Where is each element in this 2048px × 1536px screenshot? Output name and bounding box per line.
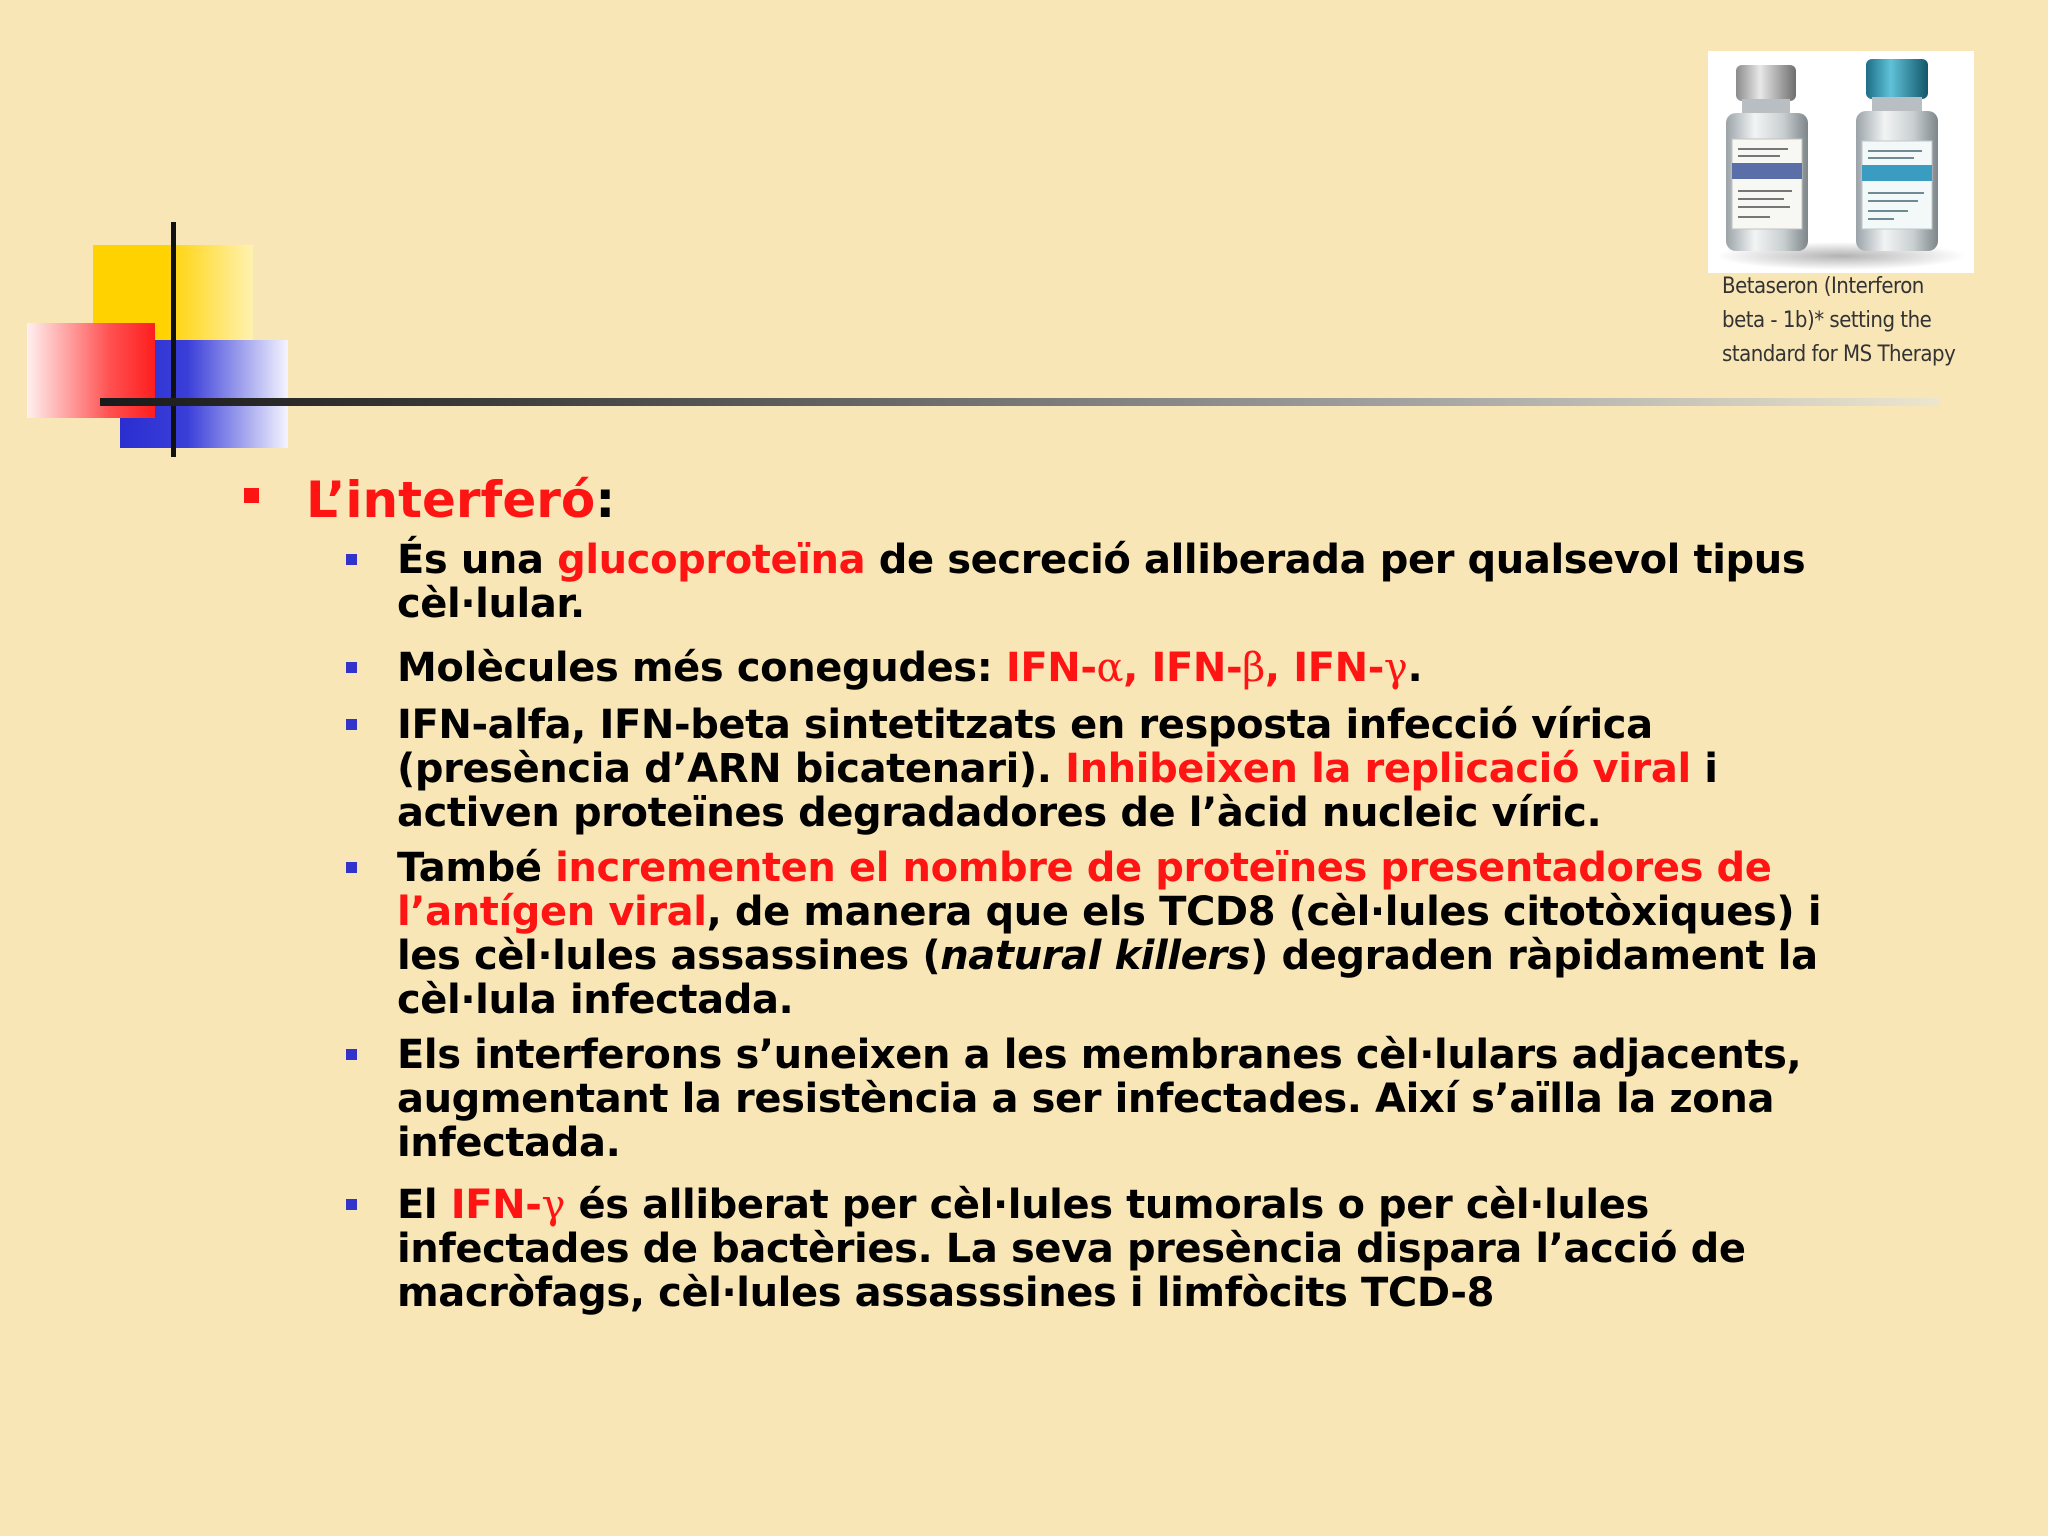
- greek-letter: γ: [541, 1182, 565, 1228]
- photo-caption-line: standard for MS Therapy: [1722, 342, 1956, 367]
- text-run: Els interferons s’uneixen a les membranes cèl·lulars adjacents, augmentant la resistència a ser infectades. Així s’aïlla la zona infectada.: [397, 1032, 1802, 1166]
- list-item-text: [397, 646, 1865, 690]
- highlight-term: IFN-: [450, 1182, 542, 1228]
- text-run: de secreció alliberada per qualsevol tipus cèl·lular.: [397, 537, 1806, 627]
- slide-title: [306, 470, 615, 530]
- greek-letter: α: [1096, 645, 1124, 691]
- betaseron-vials-photo: [1708, 51, 1974, 273]
- list-item-text: [397, 846, 1865, 1022]
- square-bullet-icon: [346, 662, 357, 673]
- list-item-text: [397, 538, 1865, 626]
- square-bullet-icon: [346, 1199, 357, 1210]
- square-bullet-icon: [346, 719, 357, 730]
- decor-horizontal-rule: [100, 398, 1940, 406]
- title-colon: :: [595, 471, 616, 529]
- greek-letter: β: [1242, 645, 1265, 691]
- photo-caption-line: Betaseron (Interferon: [1722, 274, 1924, 299]
- square-bullet-icon: [346, 1049, 357, 1060]
- text-run: També: [397, 845, 556, 891]
- list-item: [345, 1033, 1865, 1165]
- text-run: El: [397, 1182, 451, 1228]
- square-bullet-icon: [346, 862, 357, 873]
- photo-caption: [1722, 270, 1982, 372]
- list-item: [345, 846, 1865, 1022]
- list-item-text: [397, 1033, 1865, 1165]
- highlight-term: , IFN-: [1264, 645, 1384, 691]
- decor-vertical-line: [171, 222, 176, 457]
- italic-term: natural killers: [940, 933, 1251, 979]
- title-term: L’interferó: [306, 471, 596, 529]
- list-item-text: [397, 703, 1865, 835]
- highlight-term: incrementen el nombre de proteïnes presentadores de l’antígen viral: [397, 845, 1772, 935]
- text-run: Molècules més conegudes:: [397, 645, 1006, 691]
- highlight-term: IFN-: [1005, 645, 1097, 691]
- list-item-text: [397, 1183, 1865, 1315]
- text-run: .: [1407, 645, 1423, 691]
- list-item: [345, 1183, 1865, 1315]
- text-run: És una: [397, 537, 558, 583]
- text-run: , de manera que els TCD8 (cèl·lules citotòxiques) i les cèl·lules assassines (: [397, 889, 1822, 979]
- photo-caption-line: beta - 1b)* setting the: [1722, 308, 1932, 333]
- list-item: [345, 646, 1865, 690]
- greek-letter: γ: [1383, 645, 1408, 691]
- square-bullet-icon: [346, 554, 357, 565]
- highlight-term: Inhibeixen la replicació viral: [1065, 746, 1691, 792]
- text-run: IFN-alfa, IFN-beta sintetitzats en resposta infecció vírica (presència d’ARN bicatenari).: [397, 702, 1653, 792]
- list-item: [345, 703, 1865, 835]
- square-bullet-icon: [244, 488, 259, 503]
- text-run: és alliberat per cèl·lules tumorals o per cèl·lules infectades de bactèries. La seva presència dispara l’acció de macròfags, cèl·lules assasssines i limfòcits TCD-8: [397, 1182, 1746, 1316]
- highlight-term: glucoproteïna: [557, 537, 866, 583]
- highlight-term: , IFN-: [1123, 645, 1243, 691]
- text-run: i activen proteïnes degradadores de l’àcid nucleic víric.: [397, 746, 1718, 836]
- list-item: [345, 538, 1865, 626]
- text-run: ) degraden ràpidament la cèl·lula infectada.: [397, 933, 1818, 1023]
